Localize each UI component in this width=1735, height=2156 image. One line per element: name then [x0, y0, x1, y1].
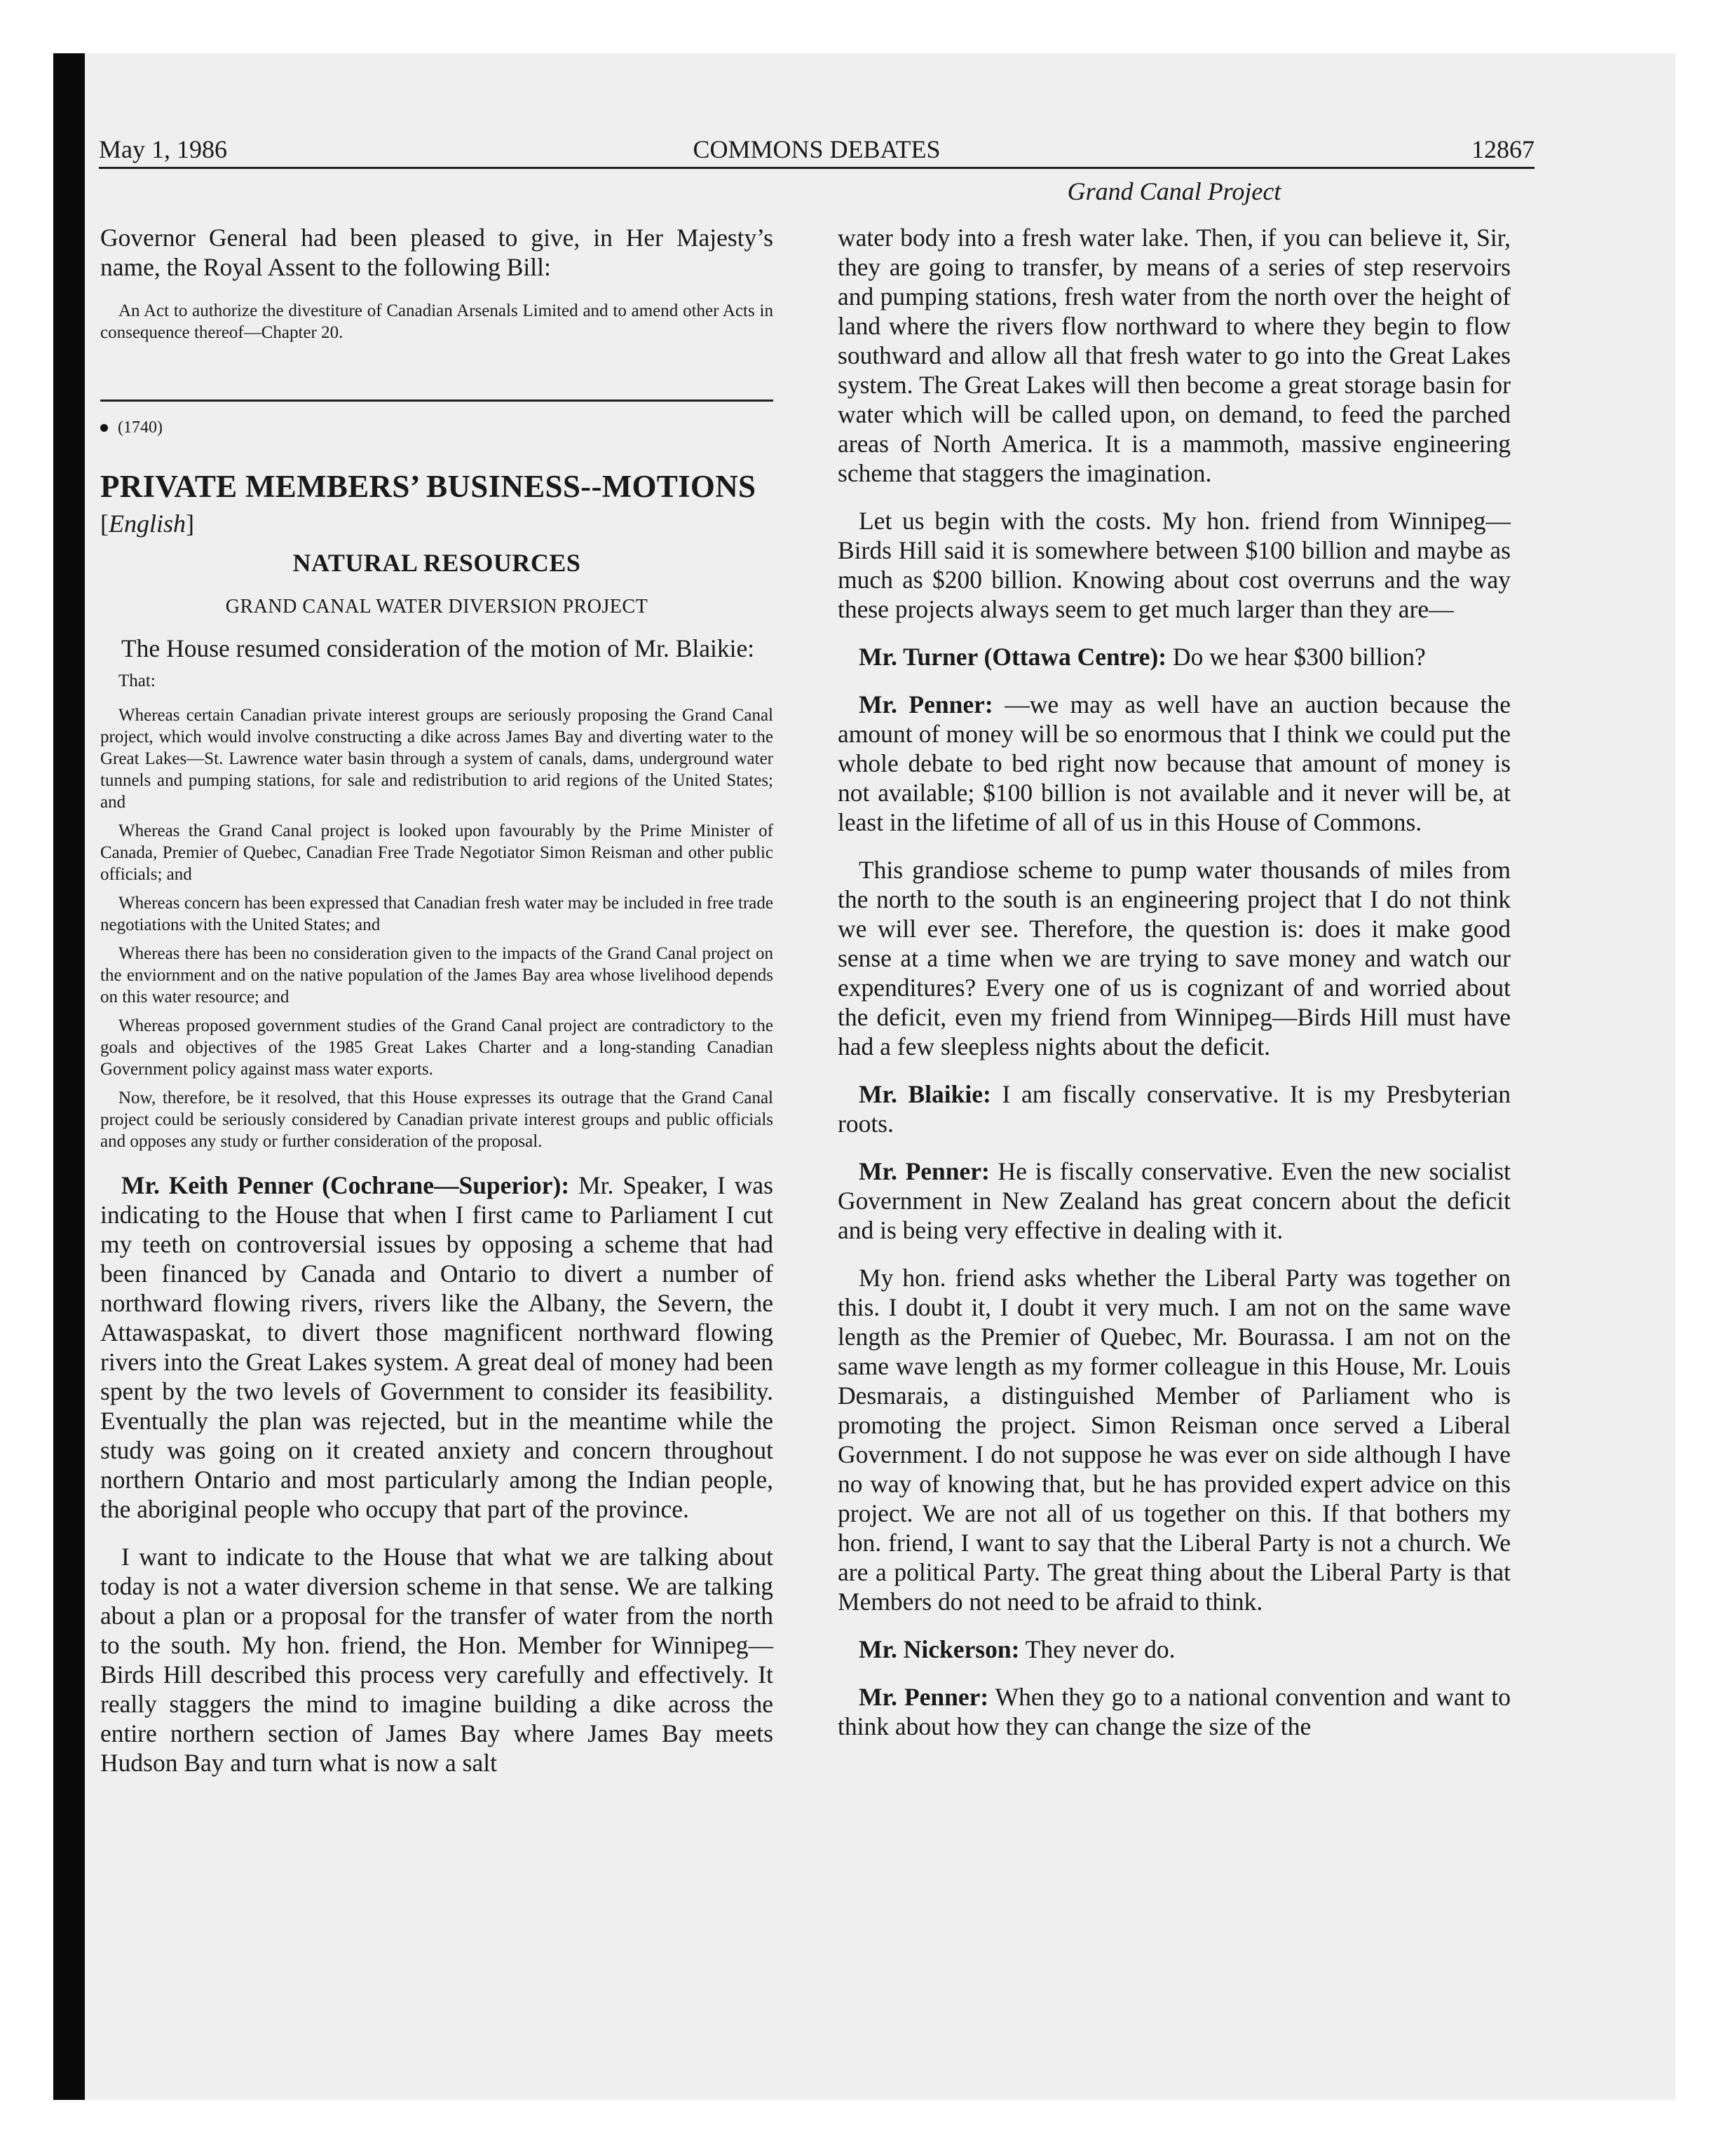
- speech-text: Do we hear $300 billion?: [1166, 643, 1426, 671]
- language-tag: [English]: [100, 510, 195, 538]
- section-title: PRIVATE MEMBERS’ BUSINESS--MOTIONS: [100, 469, 756, 504]
- subsubject-heading: GRAND CANAL WATER DIVERSION PROJECT: [225, 596, 648, 618]
- speech-paragraph: My hon. friend asks whether the Liberal Party was together on this. I doubt it, I doubt it very much. I am not on the same wave length as the Premier of Quebec, Mr. Bourassa. I am not on the same wave length as my former colleague in this House, Mr. Louis Desmarais, a distinguished Member of Parliament who is promoting the project. Simon Reisman once served a Liberal Government. I do not suppose he was ever on side although I have no way of knowing that, but he has provided expert advice on this project. We are not all of us together on this. If that bothers my hon. friend, I want to say that the Liberal Party is not a church. We are a political Party. The great thing about the Liberal Party is that Members do not need to be afraid to think.: [838, 1264, 1511, 1616]
- right-column: [838, 223, 1511, 1759]
- speech-text: When they go to a national convention and want to think about how they can change the size of the: [838, 1683, 1511, 1740]
- speech-text: They never do.: [1019, 1635, 1176, 1663]
- time-marker-text: (1740): [118, 418, 163, 437]
- bullet-icon: [100, 424, 108, 432]
- that-label: That:: [118, 671, 156, 690]
- interjection: [838, 642, 1511, 671]
- speaker-name: Mr. Nickerson:: [859, 1635, 1020, 1663]
- speech-text: Mr. Speaker, I was indicating to the House that when I first came to Parliament I cut my teeth on controversial issues by opposing a scheme that had been financed by Canada and Ontario to divert a number of northward flowing rivers, rivers like the Albany, the Severn, the Attawaspaskat, to divert those magnificent northward flowing rivers into the Great Lakes system. A great deal of money had been spent by the two levels of Government to consider its feasibility. Eventually the plan was rejected, but in the meantime while the study was going on it created anxiety and concern throughout northern Ontario and most particularly among the Indian people, the aboriginal people who occupy that part of the province.: [100, 1171, 773, 1523]
- speech-paragraph: [838, 690, 1511, 837]
- speaker-name: Mr. Penner:: [859, 1157, 990, 1185]
- left-column: [100, 223, 773, 1796]
- interjection: [838, 1635, 1511, 1664]
- whereas-clause: Whereas proposed government studies of the Grand Canal project are contradictory to the goals and objectives of the 1985 Great Lakes Charter and a long-standing Canadian Government policy against mass water exports.: [100, 1016, 773, 1079]
- language-text: English: [109, 510, 186, 538]
- binding-edge: [53, 53, 85, 2100]
- time-marker: [100, 418, 773, 437]
- whereas-clause: Whereas certain Canadian private interest groups are seriously proposing the Grand Canal project, which would involve constructing a dike across James Bay and diverting water to the Great Lakes—St. Lawrence water basin through a system of canals, dams, underground water tunnels and pumping stations, for sale and redistribution to arid regions of the United States; and: [100, 706, 773, 812]
- speech-paragraph: I want to indicate to the House that what we are talking about today is not a water diversion scheme in that sense. We are talking about a plan or a proposal for the transfer of water from the north to the south. My hon. friend, the Hon. Member for Winnipeg—Birds Hill described this process very carefully and effectively. It really staggers the mind to imagine building a dike across the entire northern section of James Bay where James Bay meets Hudson Bay and turn what is now a salt: [100, 1543, 773, 1777]
- running-header: [99, 123, 1535, 169]
- header-page-number: 12867: [1471, 135, 1535, 163]
- section-rule: [100, 400, 773, 402]
- interjection: [838, 1079, 1511, 1138]
- assent-paragraph: Governor General had been pleased to give, in Her Majesty’s name, the Royal Assent to the following Bill:: [100, 224, 773, 281]
- whereas-clause: Whereas concern has been expressed that Canadian fresh water may be included in free trade negotiations with the United States; and: [100, 894, 773, 934]
- header-publication: COMMONS DEBATES: [693, 135, 941, 163]
- speech-paragraph: [838, 1682, 1511, 1741]
- resumed-paragraph: The House resumed consideration of the motion of Mr. Blaikie:: [121, 634, 755, 662]
- speech-text: He is fiscally conservative. Even the new socialist Government in New Zealand has great concern about the deficit and is being very effective in dealing with it.: [838, 1157, 1511, 1244]
- speech-paragraph: Let us begin with the costs. My hon. friend from Winnipeg—Birds Hill said it is somewhere between $100 billion and maybe as much as $200 billion. Knowing about cost overruns and the way these projects always seem to get much larger than they are—: [838, 507, 1511, 623]
- whereas-clause: Whereas there has been no consideration given to the impacts of the Grand Canal project on the enviornment and on the native population of the James Bay area whose livelihood depends on this water resource; and: [100, 944, 773, 1007]
- speech-paragraph: [838, 1157, 1511, 1245]
- speech-paragraph: water body into a fresh water lake. Then, if you can believe it, Sir, they are going to transfer, by means of a series of step reservoirs and pumping stations, fresh water from the north over the height of land where the rivers flow northward to where they begin to flow southward and allow all that fresh water to go into the Great Lakes system. The Great Lakes will then become a great storage basin for water which will be called upon, on demand, to feed the parched areas of North America. It is a mammoth, massive engineering scheme that staggers the imagination.: [838, 224, 1511, 487]
- speaker-name: Mr. Penner:: [859, 690, 993, 718]
- speaker-name: Mr. Keith Penner (Cochrane—Superior):: [121, 1171, 570, 1199]
- topic-heading: Grand Canal Project: [1067, 177, 1281, 205]
- subject-heading: NATURAL RESOURCES: [292, 549, 581, 577]
- bill-text: An Act to authorize the divestiture of Canadian Arsenals Limited and to amend other Acts in consequence thereof—Chapter 20.: [100, 301, 773, 342]
- whereas-clause: Whereas the Grand Canal project is looked upon favourably by the Prime Minister of Canada, Premier of Quebec, Canadian Free Trade Negotiator Simon Reisman and other public officials; and: [100, 821, 773, 884]
- speech-text: I am fiscally conservative. It is my Presbyterian roots.: [838, 1080, 1511, 1138]
- header-date: May 1, 1986: [99, 135, 227, 163]
- speech-paragraph: This grandiose scheme to pump water thousands of miles from the north to the south is an engineering project that I do not think we will ever see. Therefore, the question is: does it make good sense at a time when we are trying to save money and watch our expenditures? Every one of us is cognizant of and worried about the deficit, even my friend from Winnipeg—Birds Hill must have had a few sleepless nights about the deficit.: [838, 856, 1511, 1060]
- speaker-name: Mr. Turner (Ottawa Centre):: [859, 643, 1167, 671]
- speech-text: —we may as well have an auction because the amount of money will be so enormous that I think we could put the whole debate to bed right now because that amount of money is not available; $100 billion is not available and it never will be, at least in the lifetime of all of us in this House of Commons.: [838, 690, 1511, 836]
- speech-paragraph: [100, 1171, 773, 1524]
- speaker-name: Mr. Blaikie:: [859, 1080, 991, 1108]
- speaker-name: Mr. Penner:: [859, 1683, 989, 1711]
- resolved-clause: Now, therefore, be it resolved, that this House expresses its outrage that the Grand Canal project could be seriously considered by Canadian private interest groups and public officials and opposes any study or further consideration of the proposal.: [100, 1089, 773, 1151]
